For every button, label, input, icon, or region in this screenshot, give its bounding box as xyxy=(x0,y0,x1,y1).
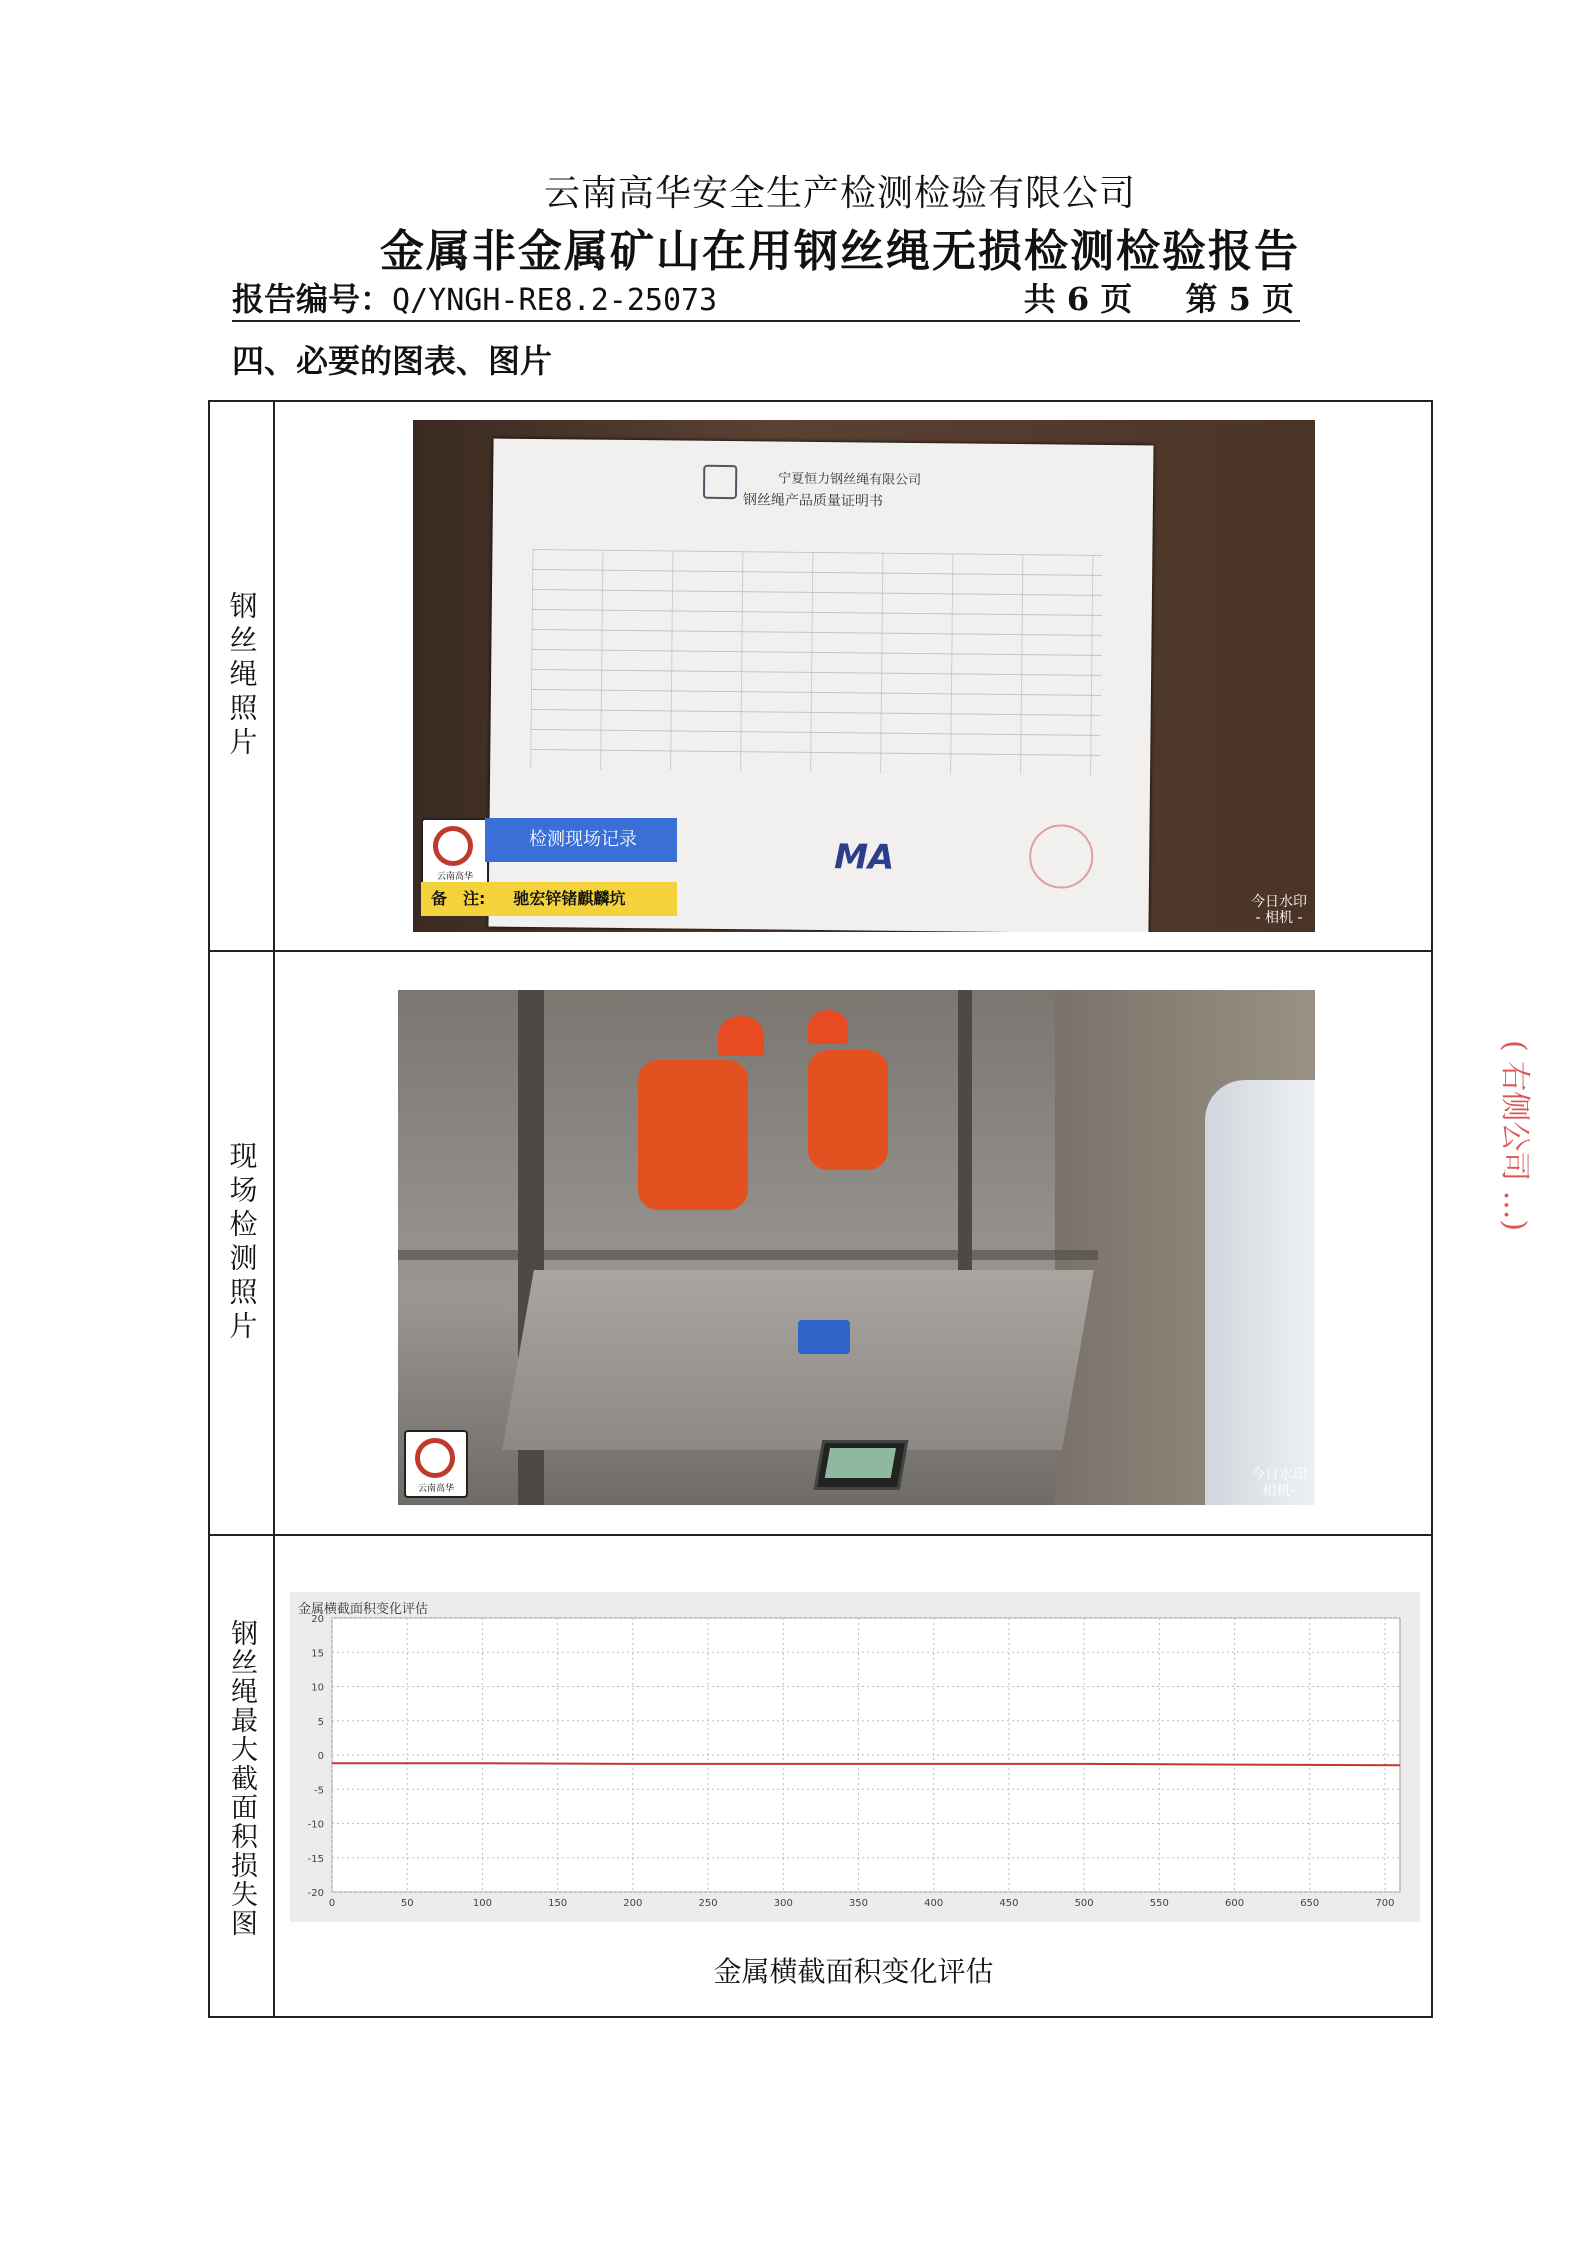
x-tick-label: 0 xyxy=(328,1898,336,1909)
rope-photo-label: 钢丝绳照片 xyxy=(225,591,259,761)
report-number xyxy=(232,274,717,320)
watermark-title: 检测现场记录 xyxy=(485,818,677,862)
inspector-person xyxy=(1205,1080,1315,1505)
y-tick-label: 20 xyxy=(311,1614,324,1625)
x-tick-label: 600 xyxy=(1224,1898,1245,1909)
x-tick-label: 300 xyxy=(773,1898,793,1909)
logo-caption: 云南高华 xyxy=(436,872,473,882)
x-tick-label: 100 xyxy=(472,1898,492,1909)
x-tick-label: 700 xyxy=(1375,1898,1395,1909)
certificate-company: 宁夏恒力钢丝绳有限公司 xyxy=(778,471,922,489)
camera-watermark xyxy=(1251,1467,1307,1499)
report-number-label: 报告编号： xyxy=(232,280,393,318)
y-tick-label: 15 xyxy=(311,1648,324,1660)
total-pages: 共 6 页 xyxy=(1023,280,1133,318)
current-page: 第 5 页 xyxy=(1185,280,1294,318)
rope-certificate-photo xyxy=(413,420,1315,932)
site-photo-label: 现场检测照片 xyxy=(225,1141,259,1345)
detector-box xyxy=(798,1320,850,1354)
chart-svg xyxy=(290,1592,1420,1922)
watermark-note xyxy=(421,882,677,916)
manufacturer-logo-icon xyxy=(703,465,737,499)
note-label: 备 注: xyxy=(431,889,486,908)
helmet-icon xyxy=(808,1010,848,1044)
tablet-device xyxy=(814,1440,909,1490)
side-stamp: ( 右侧公司 ...) xyxy=(1497,1040,1532,1232)
chart-title: 金属横截面积变化评估 xyxy=(298,1602,429,1617)
logo-caption: 云南高华 xyxy=(417,1484,454,1494)
y-tick-label: 10 xyxy=(311,1682,324,1694)
page-info xyxy=(1016,274,1294,320)
certificate-title: 钢丝绳产品质量证明书 xyxy=(742,492,884,510)
figures-table xyxy=(208,400,1433,2018)
section-title: 四、必要的图表、图片 xyxy=(232,342,553,380)
y-tick-label: -10 xyxy=(307,1819,324,1831)
x-tick-label: 150 xyxy=(548,1898,568,1909)
camera-sublabel: - 相机 - xyxy=(1255,910,1303,926)
report-info-line xyxy=(232,272,1300,322)
gaohua-logo-icon xyxy=(404,1430,468,1498)
ma-logo: MA xyxy=(833,837,895,878)
x-tick-label: 650 xyxy=(1300,1898,1320,1909)
chart-label: 钢丝绳最大截面积损失图 xyxy=(226,1618,257,1938)
y-tick-label: -20 xyxy=(307,1888,324,1899)
camera-label: 今日水印 xyxy=(1251,894,1307,910)
x-tick-label: 50 xyxy=(400,1898,414,1909)
worker xyxy=(808,1050,888,1170)
column-divider xyxy=(273,402,275,2016)
row-divider xyxy=(210,950,1431,952)
note-value: 驰宏锌锗麒麟坑 xyxy=(513,889,626,908)
chart-caption: 金属横截面积变化评估 xyxy=(713,1955,994,1988)
certificate-stamp xyxy=(1029,824,1094,889)
x-tick-label: 500 xyxy=(1074,1898,1094,1909)
cage-floor xyxy=(502,1270,1094,1450)
x-tick-label: 250 xyxy=(698,1898,718,1909)
report-title: 金属非金属矿山在用钢丝绳无损检测检验报告 xyxy=(380,226,1300,277)
certificate-table xyxy=(530,549,1102,775)
camera-label: 今日水印 xyxy=(1251,1467,1307,1483)
gaohua-logo-icon xyxy=(421,818,489,886)
y-tick-label: 0 xyxy=(317,1751,324,1762)
area-loss-chart xyxy=(290,1592,1420,1922)
y-tick-label: 5 xyxy=(317,1716,324,1728)
worker xyxy=(638,1060,748,1210)
y-tick-label: -15 xyxy=(307,1853,324,1865)
camera-watermark xyxy=(1251,894,1307,926)
site-inspection-photo xyxy=(398,990,1315,1505)
row-divider xyxy=(210,1534,1431,1536)
steel-beam xyxy=(398,1250,1098,1260)
report-number-value: Q/YNGH-RE8.2-25073 xyxy=(392,283,718,318)
company-name: 云南高华安全生产检测检验有限公司 xyxy=(543,173,1136,214)
camera-sublabel: 相机- xyxy=(1262,1483,1296,1499)
x-tick-label: 450 xyxy=(999,1898,1019,1909)
x-tick-label: 400 xyxy=(924,1898,944,1909)
x-tick-label: 200 xyxy=(623,1898,643,1909)
y-tick-label: -5 xyxy=(314,1785,324,1797)
helmet-icon xyxy=(718,1016,764,1056)
x-tick-label: 550 xyxy=(1149,1898,1169,1909)
x-tick-label: 350 xyxy=(848,1898,869,1909)
